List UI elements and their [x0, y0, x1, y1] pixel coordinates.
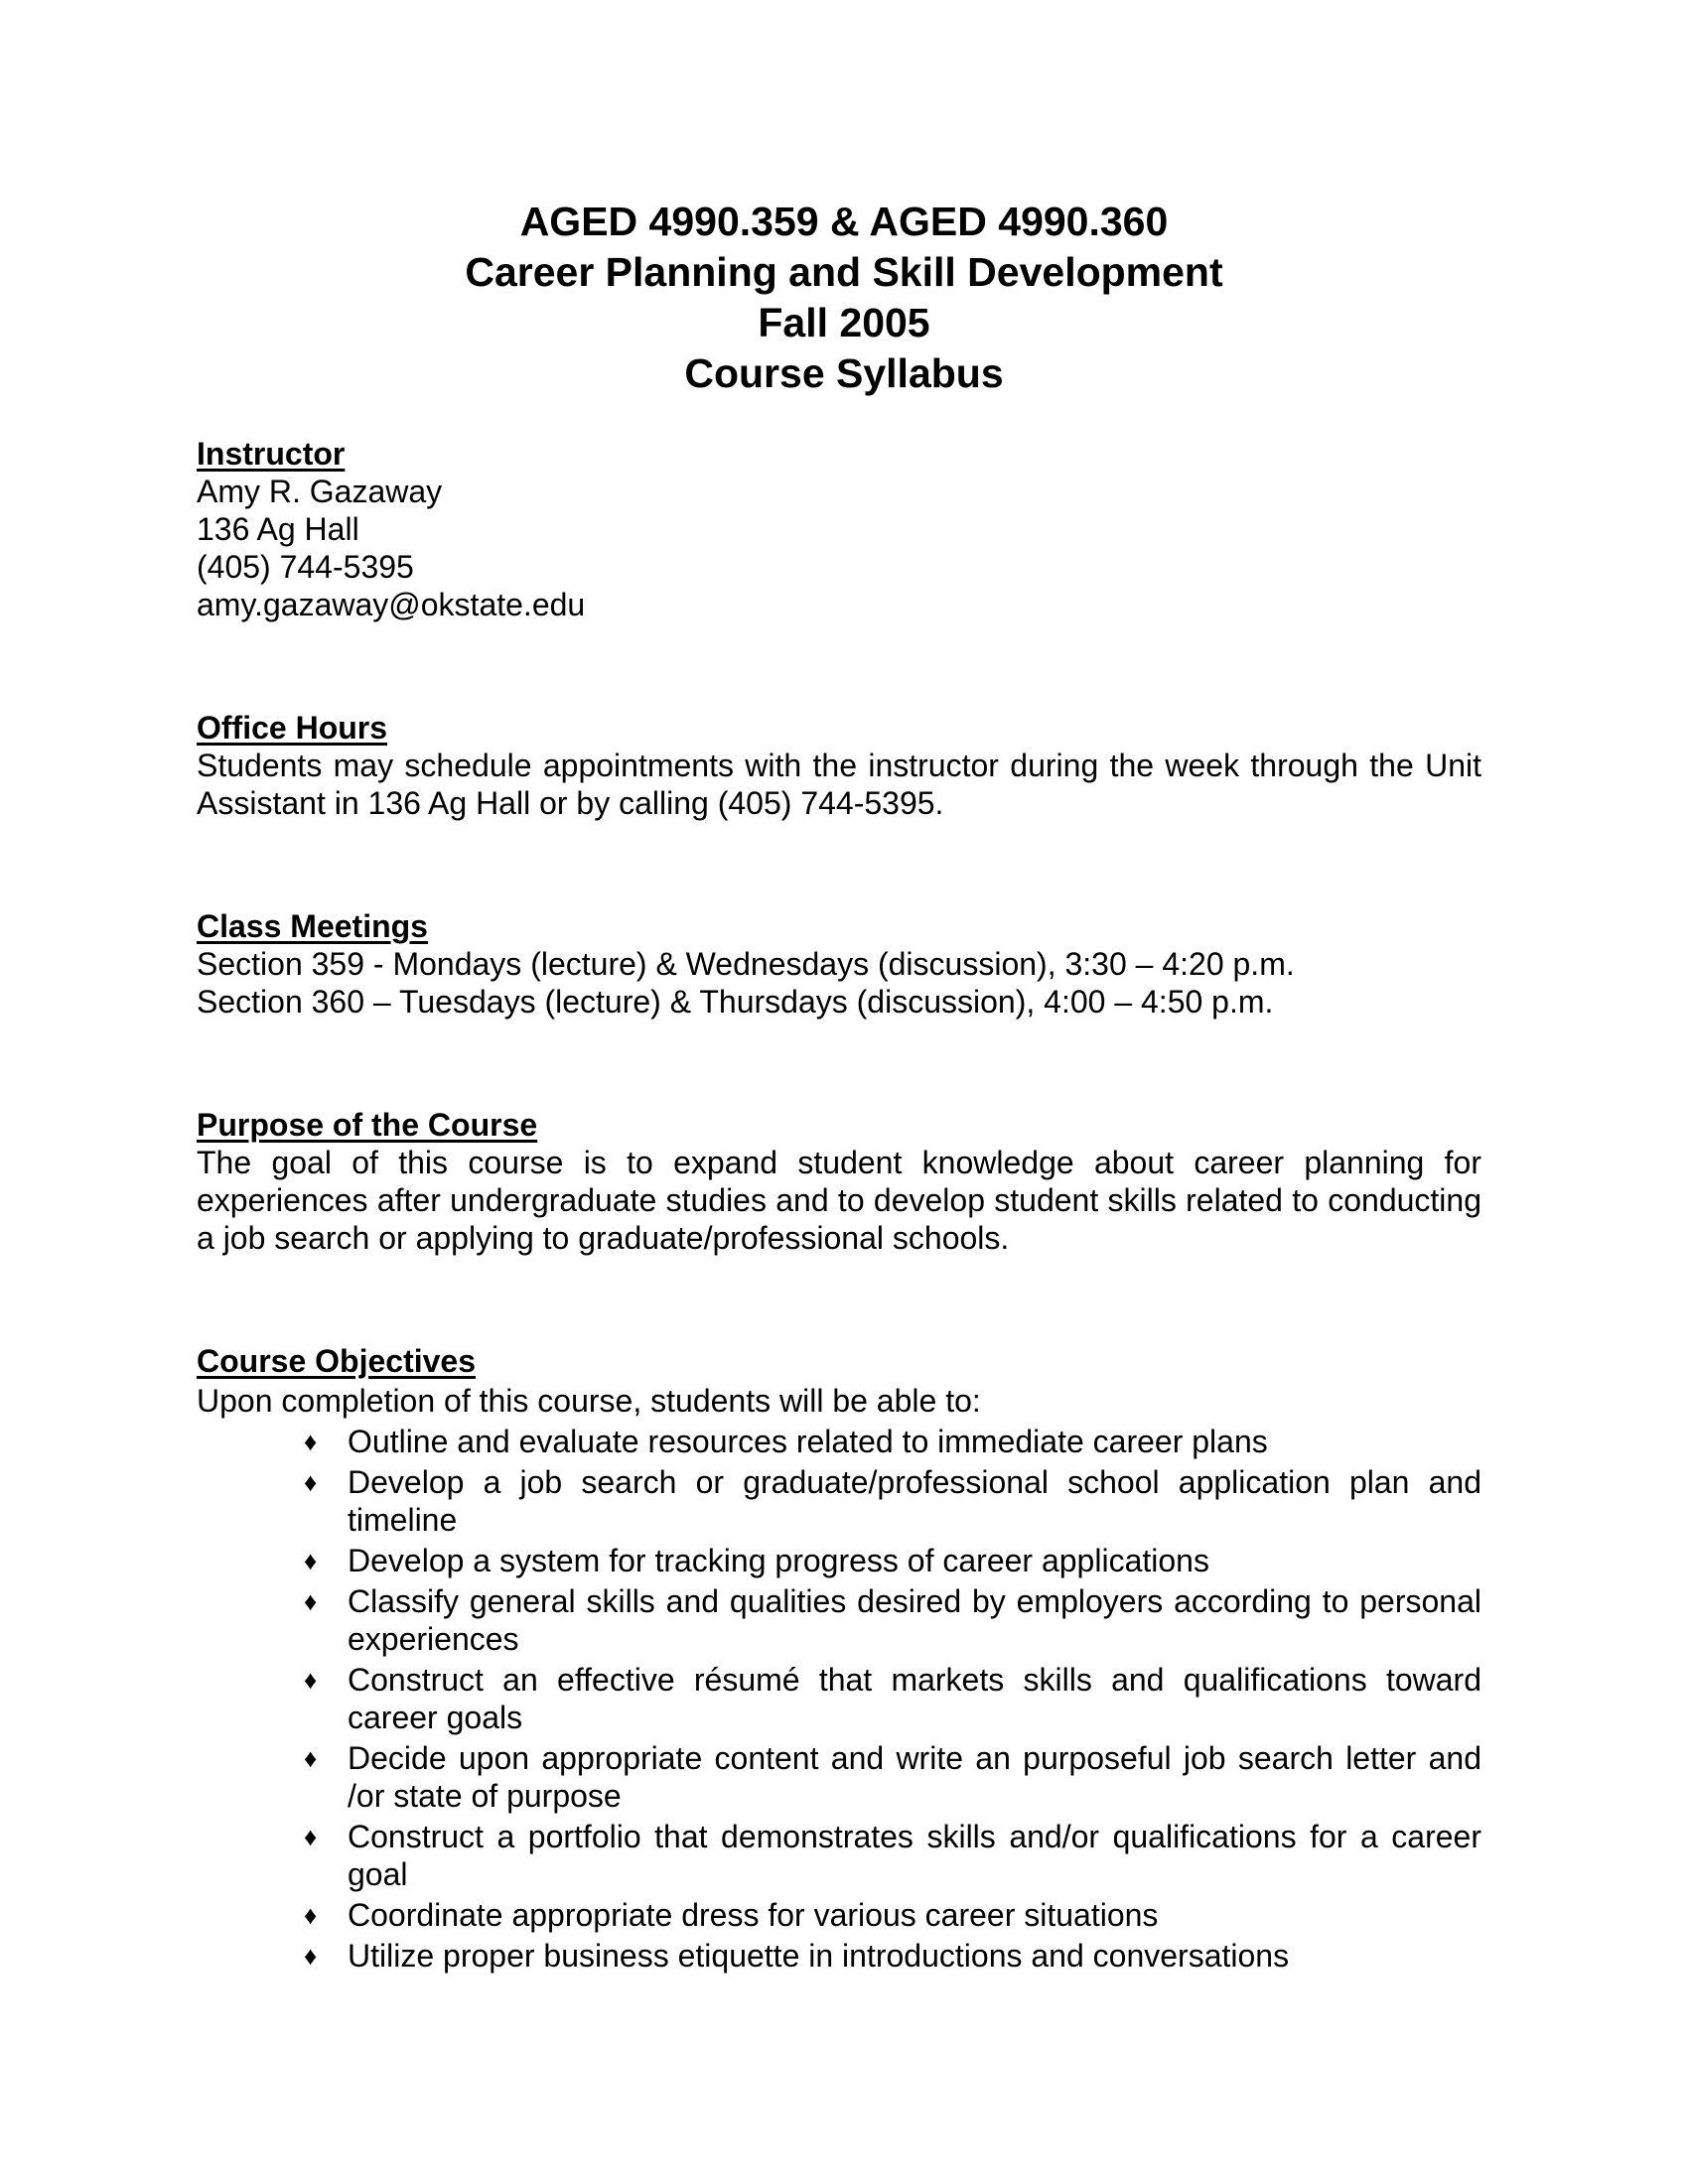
- objective-text: Classify general skills and qualities desired by employers according to personal experiences: [348, 1583, 1481, 1657]
- objective-text: Construct an effective résumé that markets skills and qualifications toward career goals: [348, 1662, 1481, 1735]
- objective-text: Decide upon appropriate content and write an purposeful job search letter and /or state of purpose: [348, 1740, 1481, 1814]
- objective-text: Coordinate appropriate dress for various career situations: [348, 1897, 1159, 1933]
- instructor-phone: (405) 744-5395: [197, 549, 414, 585]
- objectives-list: [197, 1423, 1481, 1975]
- course-codes: AGED 4990.359 & AGED 4990.360: [519, 199, 1169, 244]
- objectives-section: [197, 1342, 1481, 1975]
- document-header: [0, 197, 1688, 399]
- purpose-section: [197, 1106, 1481, 1257]
- objective-text: Outline and evaluate resources related to immediate career plans: [348, 1424, 1268, 1459]
- objective-text: Construct a portfolio that demonstrates skills and/or qualifications for a career goal: [348, 1819, 1481, 1892]
- course-title: Career Planning and Skill Development: [465, 249, 1223, 295]
- diamond-bullet-icon: ♦: [304, 1900, 318, 1930]
- diamond-bullet-icon: ♦: [304, 1743, 318, 1773]
- instructor-section: [197, 435, 1481, 623]
- instructor-name: Amy R. Gazaway: [197, 474, 443, 509]
- objective-text: Utilize proper business etiquette in introductions and conversations: [348, 1938, 1290, 1974]
- objective-item: [197, 1661, 1481, 1736]
- diamond-bullet-icon: ♦: [304, 1822, 318, 1851]
- instructor-office: 136 Ag Hall: [197, 511, 359, 547]
- objectives-heading: Course Objectives: [197, 1343, 476, 1379]
- instructor-heading: Instructor: [197, 436, 346, 472]
- objective-text: Develop a job search or graduate/professional school application plan and timeline: [348, 1464, 1481, 1538]
- objective-item: [197, 1818, 1481, 1893]
- objective-item: [197, 1896, 1481, 1934]
- diamond-bullet-icon: ♦: [304, 1586, 318, 1616]
- objective-text: Develop a system for tracking progress of career applications: [348, 1543, 1209, 1578]
- objective-item: [197, 1423, 1481, 1460]
- objective-item: [197, 1937, 1481, 1975]
- class-meetings-section: [197, 907, 1481, 1021]
- objective-item: [197, 1582, 1481, 1658]
- diamond-bullet-icon: ♦: [304, 1427, 318, 1456]
- document-type: Course Syllabus: [684, 350, 1004, 396]
- objective-item: [197, 1542, 1481, 1579]
- purpose-heading: Purpose of the Course: [197, 1107, 538, 1143]
- instructor-email: amy.gazaway@okstate.edu: [197, 587, 586, 622]
- objectives-intro: Upon completion of this course, students will be able to:: [197, 1383, 981, 1419]
- class-meetings-heading: Class Meetings: [197, 908, 428, 944]
- purpose-text: The goal of this course is to expand student knowledge about career planning for experiences after undergraduate studies and to develop student skills related to conducting a job search or applying to graduate/professional schools.: [197, 1145, 1481, 1256]
- objective-item: [197, 1463, 1481, 1539]
- office-hours-section: [197, 709, 1481, 822]
- office-hours-heading: Office Hours: [197, 710, 388, 746]
- term: Fall 2005: [758, 300, 930, 345]
- diamond-bullet-icon: ♦: [304, 1546, 318, 1575]
- objective-item: [197, 1739, 1481, 1815]
- section-359-schedule: Section 359 - Mondays (lecture) & Wednesdays (discussion), 3:30 – 4:20 p.m.: [197, 946, 1295, 982]
- diamond-bullet-icon: ♦: [304, 1941, 318, 1971]
- section-360-schedule: Section 360 – Tuesdays (lecture) & Thursdays (discussion), 4:00 – 4:50 p.m.: [197, 984, 1274, 1020]
- diamond-bullet-icon: ♦: [304, 1467, 318, 1497]
- office-hours-text: Students may schedule appointments with the instructor during the week through the Unit Assistant in 136 Ag Hall or by calling (405) 744-5395.: [197, 748, 1481, 821]
- diamond-bullet-icon: ♦: [304, 1665, 318, 1695]
